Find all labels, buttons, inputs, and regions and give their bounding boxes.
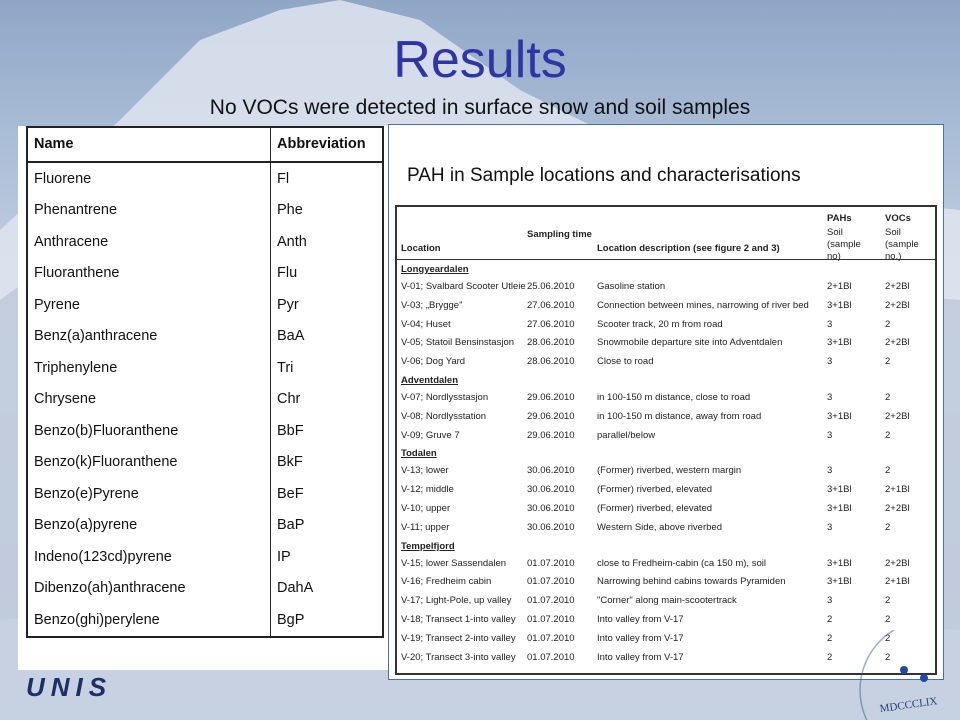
header-pahs: PAHs — [827, 213, 852, 224]
pahs-cell: 3 — [827, 429, 833, 441]
description-cell: Western Side, above riverbed — [597, 521, 722, 533]
header-sampling-time: Sampling time — [527, 229, 592, 240]
compound-name: Chrysene — [27, 384, 271, 416]
pahs-cell: 2 — [827, 614, 833, 625]
table-row — [397, 353, 935, 371]
compound-name: Triphenylene — [27, 352, 271, 384]
sampling-time-cell: 01.07.2010 — [527, 557, 575, 569]
table-row — [397, 555, 935, 573]
table-row — [397, 297, 935, 315]
section-row — [397, 261, 935, 279]
compound-abbreviation: BkF — [277, 454, 303, 471]
compound-name: Phenantrene — [27, 195, 271, 227]
description-cell: in 100-150 m distance, away from road — [597, 410, 762, 422]
location-cell: V-05; Statoil Bensinstasjon — [401, 337, 515, 349]
sampling-time-cell: 30.06.2010 — [527, 465, 575, 477]
table-row — [27, 573, 383, 605]
vocs-cell: 2+1Bl — [885, 484, 910, 496]
vocs-cell: 2+2Bl — [885, 337, 910, 349]
locations-table-header — [397, 207, 935, 260]
locations-table — [395, 205, 937, 675]
description-cell: Gasoline station — [597, 281, 666, 292]
section-row — [397, 445, 935, 463]
unis-logo — [26, 672, 112, 703]
description-cell: in 100-150 m distance, close to road — [597, 392, 751, 403]
sampling-time-cell: 30.06.2010 — [527, 521, 575, 533]
header-vocs-sub: Soil (sample no.) — [885, 227, 919, 262]
compound-abbreviation: BgP — [277, 611, 305, 628]
header-pahs-sub: Soil (sample no) — [827, 227, 861, 262]
sampling-time-cell: 01.07.2010 — [527, 595, 575, 607]
compound-name: Benzo(e)Pyrene — [27, 478, 271, 510]
pahs-cell: 2+1Bl — [827, 281, 852, 292]
pahs-cell: 3 — [827, 318, 833, 330]
description-cell: Snowmobile departure site into Adventdalen — [597, 337, 783, 349]
section-row — [397, 538, 935, 556]
description-cell: Into valley from V-17 — [597, 614, 684, 625]
names-panel — [18, 126, 388, 670]
description-cell: Into valley from V-17 — [597, 632, 684, 644]
description-cell: (Former) riverbed, elevated — [597, 484, 713, 496]
vocs-cell: 2 — [885, 392, 891, 403]
table-row — [397, 573, 935, 591]
description-cell: Close to road — [597, 356, 654, 368]
compound-name: Benz(a)anthracene — [27, 321, 271, 353]
table-row — [397, 500, 935, 518]
location-cell: V-10; upper — [401, 503, 451, 514]
compound-name: Benzo(k)Fluoranthene — [27, 447, 271, 479]
table-row — [27, 510, 383, 542]
location-cell: V-04; Huset — [401, 318, 451, 330]
location-cell: V-12; middle — [401, 484, 454, 496]
pahs-cell: 3 — [827, 521, 833, 533]
table-header-row — [27, 127, 383, 162]
pahs-cell: 3+1Bl — [827, 503, 852, 514]
table-row — [397, 389, 935, 407]
description-cell: Scooter track, 20 m from road — [597, 318, 723, 330]
location-cell: V-11; upper — [401, 521, 450, 533]
compound-abbreviation: Pyr — [277, 296, 299, 313]
table-row — [27, 258, 383, 290]
location-cell: V-19; Transect 2-into valley — [401, 632, 516, 644]
location-cell: V-15; lower Sassendalen — [401, 557, 507, 569]
compound-name: Benzo(ghi)perylene — [27, 604, 271, 637]
location-cell: V-03; „Brygge" — [401, 299, 463, 311]
table-row — [27, 604, 383, 637]
table-row — [397, 427, 935, 445]
header-location: Location — [401, 243, 441, 254]
vocs-cell: 2 — [885, 356, 891, 368]
table-row — [27, 162, 383, 195]
sampling-time-cell: 01.07.2010 — [527, 651, 575, 663]
vocs-cell: 2+2Bl — [885, 410, 910, 422]
section-label: Todalen — [401, 448, 437, 460]
sampling-time-cell: 27.06.2010 — [527, 299, 575, 311]
compound-abbreviation: Tri — [277, 359, 294, 376]
pahs-cell: 3+1Bl — [827, 557, 852, 569]
sampling-time-cell: 01.07.2010 — [527, 632, 575, 644]
location-cell: V-20; Transect 3-into valley — [401, 651, 516, 663]
section-label: Adventdalen — [401, 375, 459, 386]
pahs-cell: 2 — [827, 632, 833, 644]
compound-name: Dibenzo(ah)anthracene — [27, 573, 271, 605]
sampling-time-cell: 28.06.2010 — [527, 356, 575, 368]
university-seal — [820, 630, 960, 720]
pahs-cell: 2 — [827, 651, 833, 663]
description-cell: Connection between mines, narrowing of river bed — [597, 299, 809, 311]
table-row — [27, 541, 383, 573]
locations-panel — [388, 124, 944, 680]
description-cell: (Former) riverbed, elevated — [597, 503, 713, 514]
sampling-time-cell: 25.06.2010 — [527, 281, 575, 292]
vocs-cell: 2 — [885, 614, 891, 625]
table-row — [27, 415, 383, 447]
table-row — [397, 316, 935, 334]
location-cell: V-08; Nordlysstation — [401, 410, 487, 422]
table-row — [27, 478, 383, 510]
compound-name: Pyrene — [27, 289, 271, 321]
compound-abbreviation: BaP — [277, 517, 305, 534]
location-cell: V-09; Gruve 7 — [401, 429, 460, 441]
description-cell: (Former) riverbed, western margin — [597, 465, 742, 477]
description-cell: Narrowing behind cabins towards Pyramiden — [597, 576, 786, 588]
description-cell: close to Fredheim-cabin (ca 150 m), soil — [597, 557, 766, 569]
location-cell: V-17; Light-Pole, up valley — [401, 595, 512, 607]
compound-abbreviation: Phe — [277, 202, 303, 219]
compound-name: Fluorene — [27, 162, 271, 195]
pahs-cell: 3+1Bl — [827, 576, 852, 588]
header-abbreviation: Abbreviation — [271, 127, 384, 162]
vocs-cell: 2+2Bl — [885, 299, 910, 311]
vocs-cell: 2+2Bl — [885, 281, 910, 292]
pahs-cell: 3 — [827, 465, 833, 477]
compound-abbreviation: BaA — [277, 328, 305, 345]
sampling-time-cell: 28.06.2010 — [527, 337, 575, 349]
pahs-cell: 3+1Bl — [827, 299, 852, 311]
compound-name: Indeno(123cd)pyrene — [27, 541, 271, 573]
table-row — [27, 321, 383, 353]
location-cell: V-07; Nordlysstasjon — [401, 392, 489, 403]
compound-name: Fluoranthene — [27, 258, 271, 290]
compound-abbreviation: DahA — [277, 580, 314, 597]
compound-abbreviation: IP — [277, 548, 291, 565]
table-row — [27, 384, 383, 416]
pahs-cell: 3+1Bl — [827, 484, 852, 496]
header-description: Location description (see figure 2 and 3) — [597, 243, 780, 254]
table-row — [27, 195, 383, 227]
sampling-time-cell: 30.06.2010 — [527, 503, 575, 514]
pahs-cell: 3+1Bl — [827, 337, 852, 349]
locations-heading: PAH in Sample locations and characterisations — [407, 165, 801, 186]
sampling-time-cell: 27.06.2010 — [527, 318, 575, 330]
compound-abbreviation: Anth — [277, 233, 307, 250]
compound-name: Anthracene — [27, 226, 271, 258]
vocs-cell: 2 — [885, 429, 891, 441]
location-cell: V-13; lower — [401, 465, 449, 477]
pahs-cell: 3 — [827, 595, 833, 607]
location-cell: V-16; Fredheim cabin — [401, 576, 492, 588]
sampling-time-cell: 29.06.2010 — [527, 410, 575, 422]
section-row — [397, 372, 935, 390]
vocs-cell: 2+1Bl — [885, 576, 910, 588]
slide-subtitle: No VOCs were detected in surface snow and soil samples — [209, 96, 751, 119]
table-row — [27, 226, 383, 258]
pahs-cell: 3 — [827, 356, 833, 368]
pahs-cell: 3+1Bl — [827, 410, 852, 422]
location-cell: V-06; Dog Yard — [401, 356, 466, 368]
vocs-cell: 2+2Bl — [885, 557, 910, 569]
vocs-cell: 2 — [885, 521, 891, 533]
compound-abbreviation: Chr — [277, 391, 301, 408]
compound-abbreviation: BbF — [277, 422, 304, 439]
vocs-cell: 2 — [885, 632, 891, 644]
table-row — [397, 611, 935, 629]
section-label: Longyeardalen — [401, 264, 469, 275]
compound-names-table — [26, 126, 384, 638]
names-table-body — [27, 162, 383, 637]
location-cell: V-18; Transect 1-into valley — [401, 614, 516, 625]
table-row — [27, 447, 383, 479]
sampling-time-cell: 01.07.2010 — [527, 614, 575, 625]
sampling-time-cell: 01.07.2010 — [527, 576, 575, 588]
header-name: Name — [27, 127, 271, 162]
svg-text:MDCCCLIX: MDCCCLIX — [879, 695, 939, 716]
table-row — [397, 462, 935, 480]
table-row — [397, 592, 935, 610]
table-row — [27, 352, 383, 384]
table-row — [397, 481, 935, 499]
location-cell: V-01; Svalbard Scooter Utleie — [401, 281, 526, 292]
description-cell: Into valley from V-17 — [597, 651, 684, 663]
description-cell: parallel/below — [597, 429, 656, 441]
pahs-cell: 3 — [827, 392, 833, 403]
header-vocs: VOCs — [885, 213, 911, 224]
compound-abbreviation: Fl — [277, 170, 290, 187]
table-row — [397, 278, 935, 296]
description-cell: "Corner" along main-scootertrack — [597, 595, 737, 607]
vocs-cell: 2 — [885, 651, 891, 663]
vocs-cell: 2 — [885, 318, 891, 330]
vocs-cell: 2 — [885, 465, 891, 477]
section-label: Tempelfjord — [401, 540, 455, 552]
slide-title: Results — [393, 31, 567, 89]
table-row — [397, 519, 935, 537]
table-row — [27, 289, 383, 321]
table-row — [397, 334, 935, 352]
compound-abbreviation: Flu — [277, 265, 298, 282]
sampling-time-cell: 30.06.2010 — [527, 484, 575, 496]
sampling-time-cell: 29.06.2010 — [527, 429, 575, 441]
logo-text: UNIS — [26, 672, 113, 702]
sampling-time-cell: 29.06.2010 — [527, 392, 575, 403]
compound-name: Benzo(b)Fluoranthene — [27, 415, 271, 447]
vocs-cell: 2+2Bl — [885, 503, 910, 514]
compound-name: Benzo(a)pyrene — [27, 510, 271, 542]
table-row — [397, 408, 935, 426]
compound-abbreviation: BeF — [277, 485, 304, 502]
vocs-cell: 2 — [885, 595, 891, 607]
